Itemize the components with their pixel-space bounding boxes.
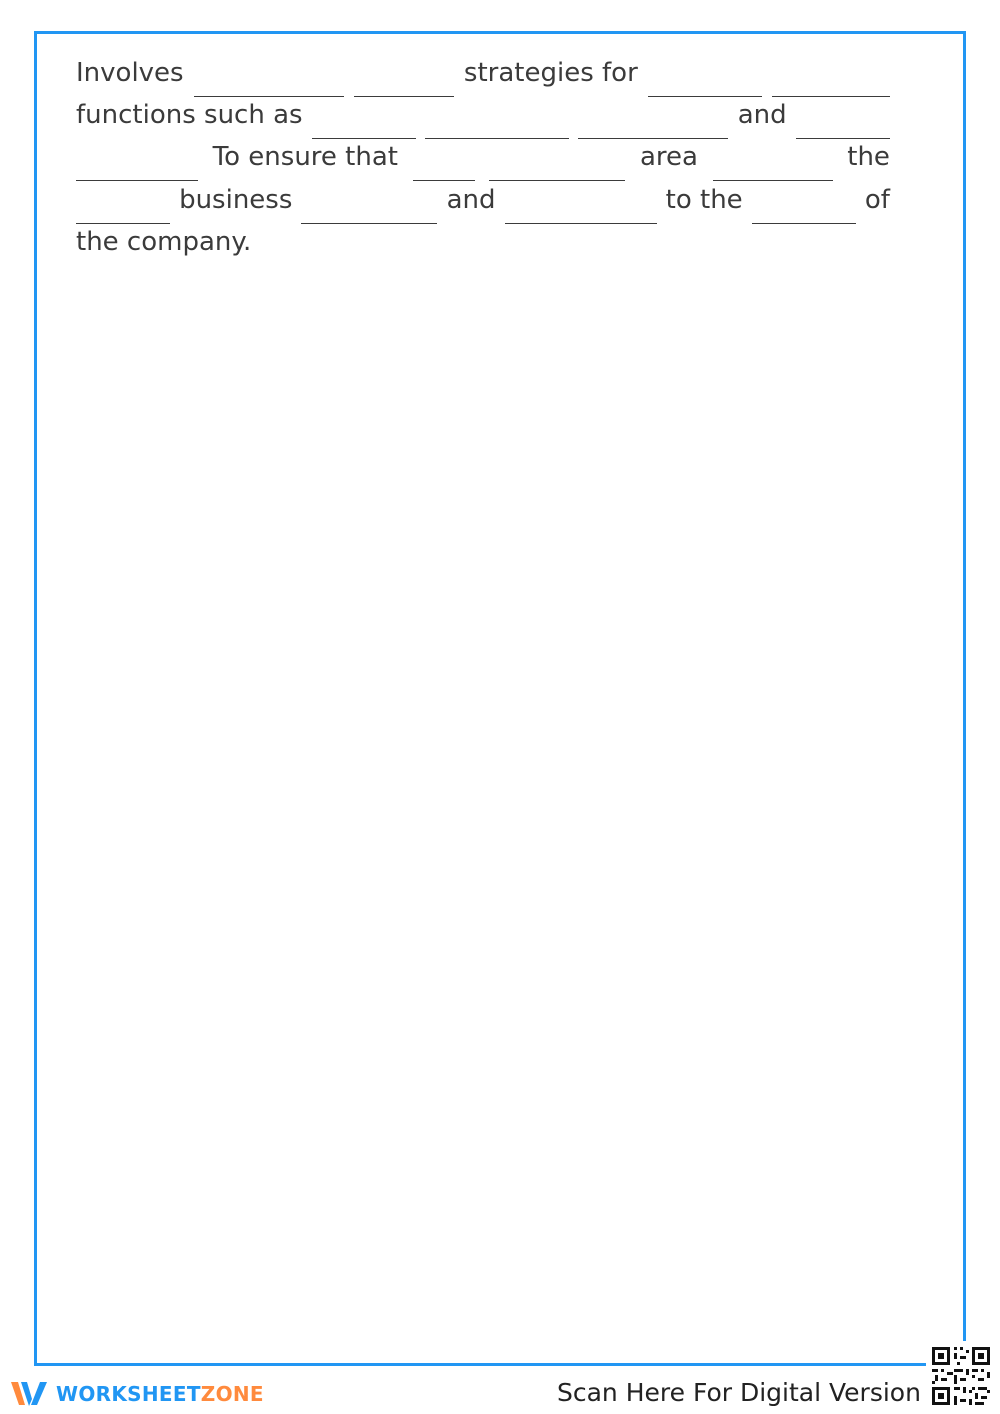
answer-blank[interactable] — [796, 137, 890, 139]
answer-blank[interactable] — [505, 222, 657, 224]
word: business — [179, 185, 293, 215]
answer-blank[interactable] — [648, 95, 762, 97]
word: and — [446, 185, 496, 215]
word: the — [847, 142, 890, 172]
text-line-4 — [76, 183, 890, 225]
answer-blank[interactable] — [194, 95, 344, 97]
answer-blank[interactable] — [76, 222, 170, 224]
answer-blank[interactable] — [489, 179, 625, 181]
worksheetzone-logo[interactable] — [10, 1377, 264, 1411]
word: of — [864, 185, 890, 215]
brand-name — [56, 1382, 264, 1406]
w-logo-icon — [10, 1379, 50, 1409]
last-line-text: the company. — [76, 227, 252, 257]
answer-blank[interactable] — [312, 137, 416, 139]
word: area — [639, 142, 698, 172]
answer-blank[interactable] — [301, 222, 437, 224]
answer-blank[interactable] — [752, 222, 856, 224]
word: To ensure that — [212, 142, 398, 172]
word: functions such as — [76, 100, 303, 130]
answer-blank[interactable] — [76, 179, 198, 181]
answer-blank[interactable] — [425, 137, 569, 139]
word: strategies for — [463, 58, 638, 88]
text-line-2 — [76, 98, 890, 140]
scan-label: Scan Here For Digital Version — [557, 1378, 921, 1407]
answer-blank[interactable] — [713, 179, 833, 181]
answer-blank[interactable] — [772, 95, 890, 97]
answer-blank[interactable] — [354, 95, 454, 97]
brand-part-1: WORKSHEET — [56, 1382, 201, 1406]
brand-part-2: ZONE — [200, 1382, 264, 1406]
text-line-1 — [76, 56, 890, 98]
text-line-3 — [76, 140, 890, 182]
word: Involves — [76, 58, 184, 88]
answer-blank[interactable] — [413, 179, 475, 181]
word: to the — [665, 185, 743, 215]
qr-code-icon[interactable] — [926, 1341, 996, 1411]
text-line-5 — [76, 225, 890, 267]
word: and — [737, 100, 787, 130]
answer-blank[interactable] — [578, 137, 728, 139]
